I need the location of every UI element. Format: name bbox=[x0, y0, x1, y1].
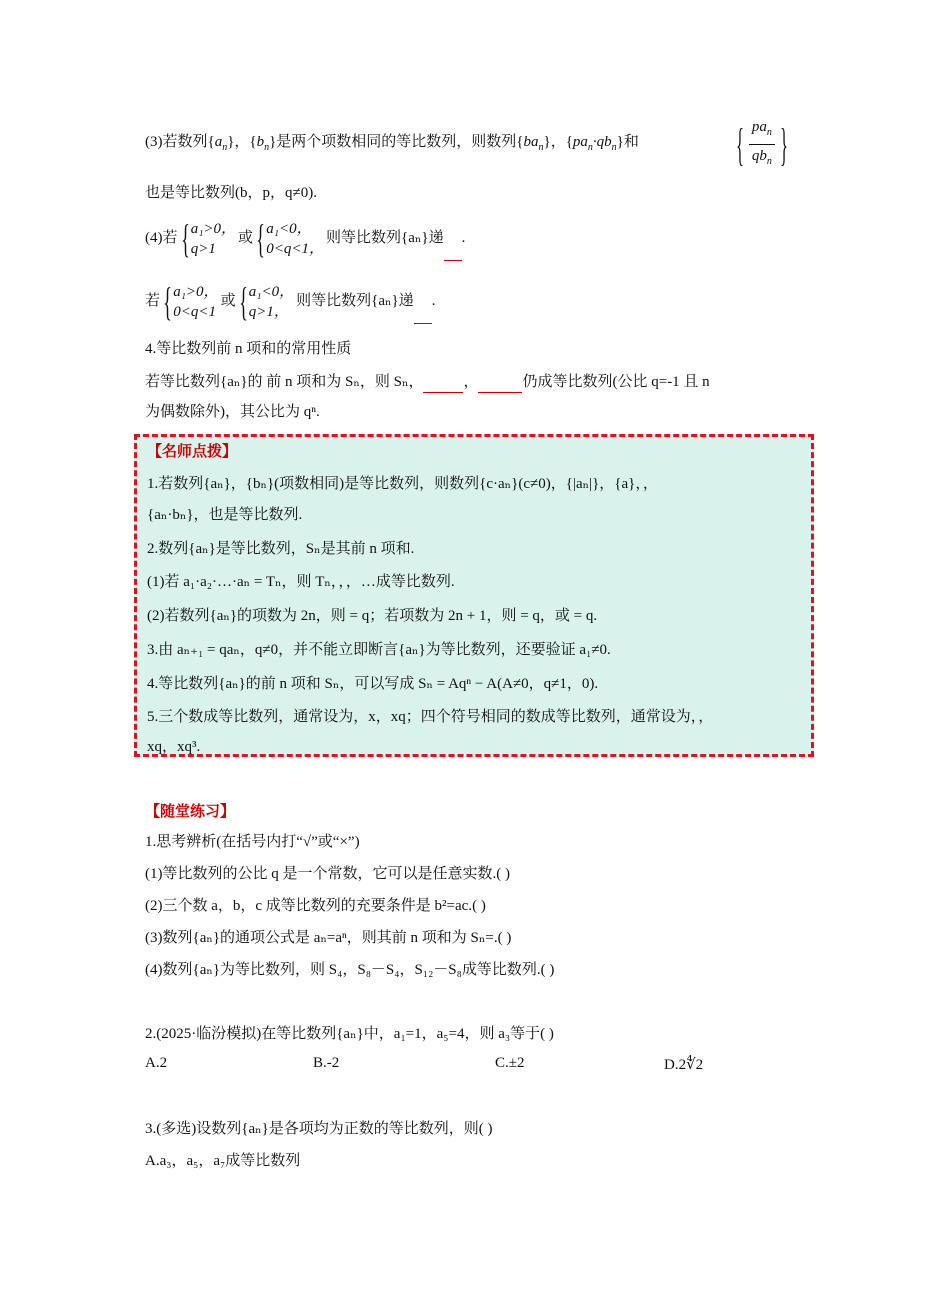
sys1-row1: a₁>0， bbox=[190, 220, 237, 237]
practice-title: 【随堂练习】 bbox=[145, 804, 236, 820]
q2-option-d[interactable]: D.2∜2 bbox=[664, 1057, 704, 1073]
sys1-row2: q>1 bbox=[190, 240, 216, 257]
tips-line-4: (1)若 a₁·a₂·…·aₙ = Tₙ，则 Tₙ，，，…成等比数列. bbox=[147, 574, 455, 590]
answer-blank[interactable] bbox=[444, 216, 462, 261]
answer-blank[interactable] bbox=[423, 372, 463, 393]
tips-line-9: xq，xq³. bbox=[147, 739, 201, 755]
tips-line-5: (2)若数列{aₙ}的项数为 2n，则 = q；若项数为 2n + 1，则 = q，或 = q. bbox=[147, 608, 598, 624]
q2-option-c[interactable]: C.±2 bbox=[495, 1055, 525, 1071]
section-4-line2: 为偶数除外)，其公比为 qⁿ. bbox=[145, 404, 320, 420]
tips-box bbox=[134, 434, 814, 757]
question-1: 1.思考辨析(在括号内打“√”或“×”) bbox=[145, 834, 360, 850]
fraction-set: { $\frac{pa_n}{qb_n}$ } bbox=[735, 116, 789, 173]
property-4-line2 bbox=[145, 279, 435, 324]
tips-line-3: 2.数列{aₙ}是等比数列，Sₙ是其前 n 项和. bbox=[147, 541, 415, 557]
p3-text-c: }是两个项数相同的等比数列，则数列{ bbox=[269, 134, 524, 150]
tips-line-7: 4.等比数列{aₙ}的前 n 项和 Sₙ，可以写成 Sₙ = Aqⁿ − A(A≠0，q≠1，0). bbox=[147, 676, 599, 692]
sys2-row2: 0<q<1， bbox=[266, 240, 325, 257]
tips-line-6: 3.由 aₙ₊₁ = qaₙ，q≠0，并不能立即断言{aₙ}为等比数列，还要验证 a₁≠0. bbox=[147, 642, 611, 658]
p3-text-e: }和 bbox=[616, 134, 639, 150]
sys4-row2: q>1， bbox=[248, 303, 289, 320]
question-1-2: (2)三个数 a，b，c 成等比数列的充要条件是 b²=ac.( ) bbox=[145, 898, 486, 914]
answer-blank[interactable] bbox=[414, 279, 432, 324]
sys4-row1: a₁<0， bbox=[248, 283, 295, 300]
property-4-line1 bbox=[145, 216, 465, 261]
tips-line-8: 5.三个数成等比数列，通常设为，x，xq；四个符号相同的数成等比数列，通常设为，， bbox=[147, 709, 714, 725]
p4-tail: 则等比数列{aₙ}递 bbox=[326, 230, 444, 246]
p4b-end: . bbox=[431, 293, 436, 309]
tips-line-1: 1.若数列{aₙ}，{bₙ}(项数相同)是等比数列，则数列{c·aₙ}(c≠0)，{|aₙ|}，{a}，， bbox=[147, 476, 658, 492]
answer-blank[interactable] bbox=[478, 372, 522, 393]
property-3-line2: 也是等比数列(b，p，q≠0). bbox=[145, 185, 317, 201]
p3-text-d: }，{ bbox=[543, 134, 573, 150]
section-4-title: 4.等比数列前 n 项和的常用性质 bbox=[145, 341, 352, 357]
tips-title: 【名师点拨】 bbox=[147, 444, 238, 460]
question-3: 3.(多选)设数列{aₙ}是各项均为正数的等比数列，则( ) bbox=[145, 1121, 493, 1137]
p3-text-a: (3)若数列{ bbox=[145, 134, 215, 150]
sys2-row1: a₁<0， bbox=[266, 220, 312, 237]
sys3-row1: a₁>0， bbox=[173, 283, 219, 300]
section-4-line1: 若等比数列{aₙ}的 前 n 项和为 Sₙ，则 Sₙ， ， 仍成等比数列(公比 q=-1 且 n bbox=[145, 372, 710, 393]
sys3-row2: 0<q<1 bbox=[173, 303, 216, 320]
system-3: { a₁>0， 0<q<1 bbox=[163, 278, 219, 324]
fraction-denominator: qb bbox=[751, 148, 767, 164]
q3-option-a[interactable]: A.a₃，a₅，a₇成等比数列 bbox=[145, 1153, 301, 1169]
p4b-or: 或 bbox=[220, 293, 236, 309]
p4-end: . bbox=[461, 230, 466, 246]
q2-option-a[interactable]: A.2 bbox=[145, 1055, 168, 1071]
system-1: { a₁>0， q>1 bbox=[180, 215, 237, 261]
p4-label: (4)若 bbox=[145, 230, 178, 246]
q2-option-b[interactable]: B.-2 bbox=[313, 1055, 340, 1071]
question-1-4: (4)数列{aₙ}为等比数列，则 S₄，S₈－S₄，S₁₂－S₈成等比数列.( ) bbox=[145, 962, 555, 978]
system-4: { a₁<0， q>1， bbox=[238, 278, 295, 324]
property-3-line1: (3)若数列$\{a_n\}$，$\{b_n\}$是两个项数相同的等比数列，则数列$\{ba_n\}$，$\{pa_n\cdot qb_n\}$和 bbox=[145, 134, 639, 153]
system-2: { a₁<0， 0<q<1， bbox=[256, 215, 325, 261]
question-2: 2.(2025·临汾模拟)在等比数列{aₙ}中，a₁=1，a₅=4，则 a₃等于( ) bbox=[145, 1026, 554, 1042]
p4-or: 或 bbox=[238, 230, 254, 246]
question-1-3: (3)数列{aₙ}的通项公式是 aₙ=aⁿ，则其前 n 项和为 Sₙ=.( ) bbox=[145, 930, 512, 946]
p3-text-b: }，{ bbox=[227, 134, 257, 150]
fraction-numerator: pa bbox=[751, 119, 767, 135]
tips-line-2: {aₙ·bₙ}，也是等比数列. bbox=[147, 507, 303, 523]
sec4-line1-tail: 仍成等比数列(公比 q=-1 且 n bbox=[522, 374, 710, 390]
p4b-tail: 则等比数列{aₙ}递 bbox=[296, 293, 414, 309]
sec4-line1-text: 若等比数列{aₙ}的 前 n 项和为 Sₙ，则 Sₙ， bbox=[145, 374, 424, 390]
question-1-1: (1)等比数列的公比 q 是一个常数，它可以是任意实数.( ) bbox=[145, 866, 510, 882]
p4b-label: 若 bbox=[145, 293, 161, 309]
